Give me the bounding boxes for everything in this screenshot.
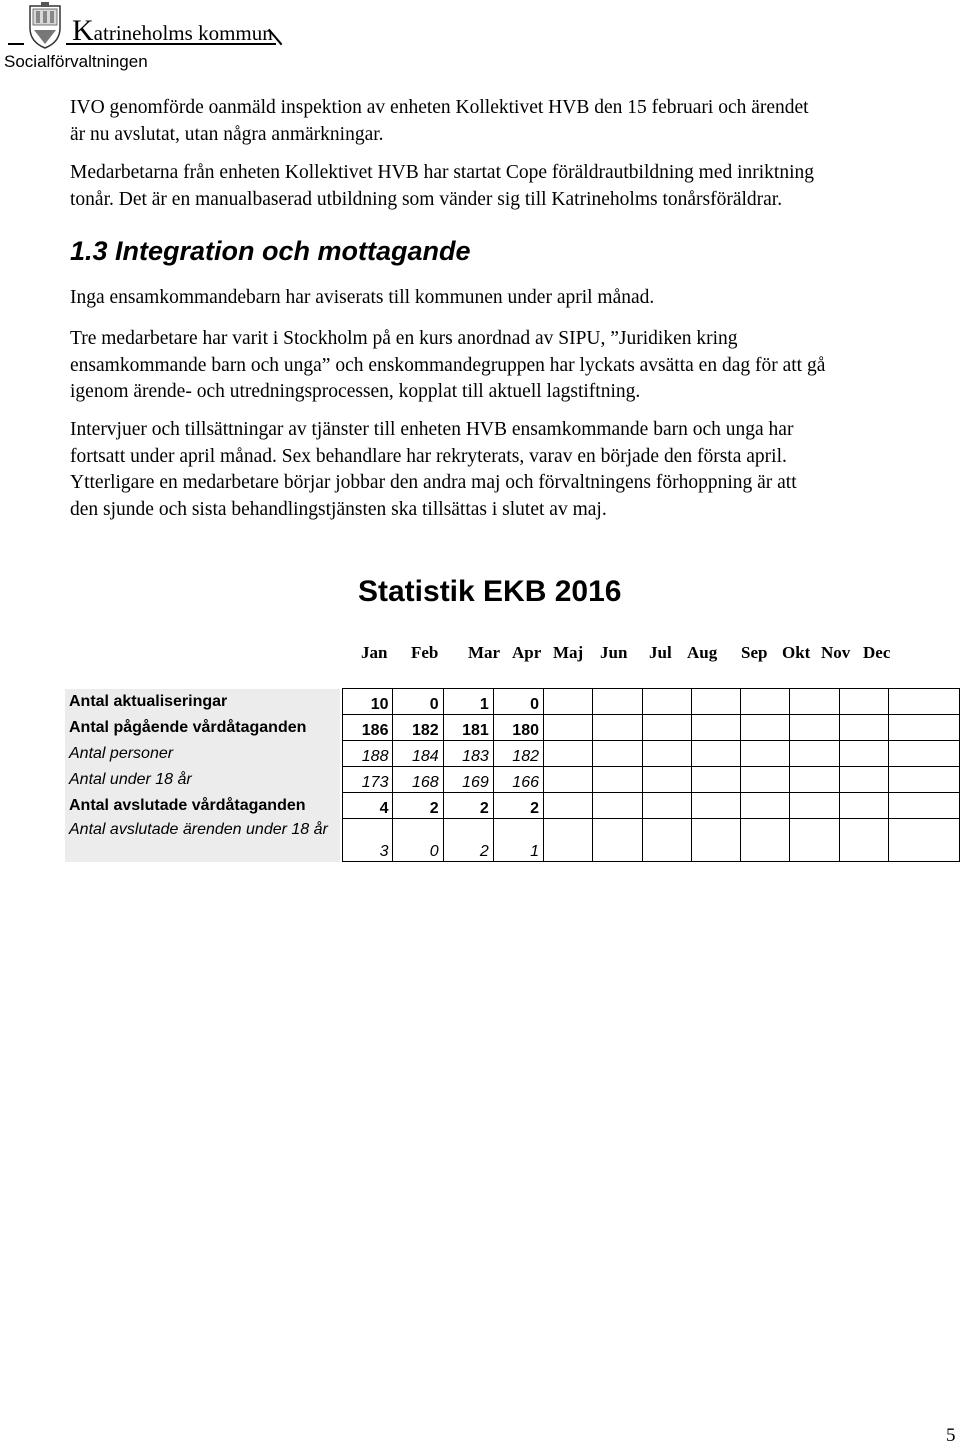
table-row: [65, 767, 960, 793]
cell-empty-sep: [741, 689, 790, 715]
stats-table-body: [65, 689, 960, 862]
month-label-mar: Mar: [468, 643, 501, 662]
cell-empty-sep: [741, 819, 790, 862]
cell-value-mar: 181: [443, 715, 493, 741]
month-label-sep: Sep: [741, 643, 768, 662]
cell-empty-aug: [691, 715, 740, 741]
cell-value-mar: 2: [443, 819, 493, 862]
cell-value-jan: 10: [343, 689, 393, 715]
cell-value-jan: 3: [343, 819, 393, 862]
cell-value-feb: 182: [393, 715, 443, 741]
cell-empty-nov: [839, 793, 888, 819]
row-label: Antal avslutade ärenden under 18 år: [65, 819, 340, 862]
cell-value-mar: 183: [443, 741, 493, 767]
month-label-dec: Dec: [863, 643, 891, 662]
table-row: [65, 715, 960, 741]
cell-empty-okt: [790, 793, 839, 819]
cell-value-feb: 2: [393, 793, 443, 819]
row-label: Antal under 18 år: [65, 767, 340, 793]
cell-empty-aug: [691, 741, 740, 767]
cell-value-mar: 2: [443, 793, 493, 819]
row-label: Antal personer: [65, 741, 340, 767]
header-rule-left: [8, 43, 24, 45]
paragraph-recruitment: Intervjuer och tillsättningar av tjänster till enheten HVB ensamkommande barn och unga har fortsatt under april månad. Sex behandlare har rekryterats, varav en började den första april. Ytterligare en medarbetare börjar jobbar den andra maj och förvaltningens förhoppning är att den sjunde och sista behandlingstjänsten ska tillsättas i slutet av maj.: [70, 419, 797, 520]
cell-value-apr: 0: [493, 689, 543, 715]
month-label-okt: Okt: [782, 643, 811, 662]
month-label-maj: Maj: [553, 643, 584, 662]
cell-empty-maj: [544, 767, 593, 793]
cell-empty-aug: [691, 689, 740, 715]
cell-empty-nov: [839, 767, 888, 793]
cell-value-jan: 186: [343, 715, 393, 741]
cell-value-feb: 0: [393, 689, 443, 715]
row-label: Antal pågående vårdåtaganden: [65, 715, 340, 741]
table-row: [65, 793, 960, 819]
row-label: Antal aktualiseringar: [65, 689, 340, 715]
cell-value-mar: 169: [443, 767, 493, 793]
cell-empty-maj: [544, 715, 593, 741]
cell-value-apr: 182: [493, 741, 543, 767]
cell-value-apr: 1: [493, 819, 543, 862]
cell-empty-sep: [741, 767, 790, 793]
month-label-jan: Jan: [361, 643, 388, 662]
section-heading: 1.3 Integration och mottagande: [70, 236, 471, 266]
cell-empty-jul: [642, 793, 691, 819]
cell-empty-dec: [888, 689, 959, 715]
cell-empty-nov: [839, 715, 888, 741]
cell-value-jan: 173: [343, 767, 393, 793]
month-label-nov: Nov: [821, 643, 851, 662]
cell-empty-jun: [593, 741, 642, 767]
paragraph-sipu: Tre medarbetare har varit i Stockholm på en kurs anordnad av SIPU, ”Juridiken kring ensamkommande barn och unga” och enskommandegruppen har lyckats avsätta en dag för att gå igenom ärende- och utredningsprocessen, kopplat till aktuell lagstiftning.: [70, 328, 826, 402]
cell-value-mar: 1: [443, 689, 493, 715]
cell-value-feb: 0: [393, 819, 443, 862]
cell-empty-okt: [790, 819, 839, 862]
cell-empty-aug: [691, 767, 740, 793]
cell-value-jan: 188: [343, 741, 393, 767]
cell-value-jan: 4: [343, 793, 393, 819]
cell-empty-sep: [741, 793, 790, 819]
cell-value-apr: 180: [493, 715, 543, 741]
cell-empty-okt: [790, 741, 839, 767]
org-name-initial: K: [72, 14, 94, 47]
cell-empty-maj: [544, 819, 593, 862]
paragraph-cope: Medarbetarna från enheten Kollektivet HVB har startat Cope föräldrautbildning med inriktning tonår. Det är en manualbaserad utbildning som vänder sig till Katrineholms tonårsföräldrar.: [70, 162, 815, 210]
stats-title: Statistik EKB 2016: [358, 575, 622, 608]
table-row: [65, 819, 960, 862]
cell-empty-jul: [642, 689, 691, 715]
cell-value-apr: 166: [493, 767, 543, 793]
cell-empty-maj: [544, 793, 593, 819]
month-label-jun: Jun: [600, 643, 628, 662]
table-row: [65, 689, 960, 715]
month-label-apr: Apr: [512, 643, 542, 662]
cell-empty-okt: [790, 715, 839, 741]
cell-empty-sep: [741, 715, 790, 741]
cell-empty-jul: [642, 767, 691, 793]
table-row: [65, 741, 960, 767]
cell-empty-nov: [839, 741, 888, 767]
cell-empty-dec: [888, 819, 959, 862]
month-label-feb: Feb: [411, 643, 439, 662]
cell-empty-maj: [544, 689, 593, 715]
cell-value-apr: 2: [493, 793, 543, 819]
month-label-jul: Jul: [649, 643, 672, 662]
cell-empty-nov: [839, 689, 888, 715]
paragraph-ivo: IVO genomförde oanmäld inspektion av enheten Kollektivet HVB den 15 februari och ärendet är nu avslutat, utan några anmärkningar.: [70, 97, 809, 145]
cell-empty-nov: [839, 819, 888, 862]
page-number: 5: [946, 1425, 956, 1446]
stats-table: [65, 688, 960, 862]
municipal-crest-icon: [28, 2, 62, 50]
cell-empty-maj: [544, 741, 593, 767]
cell-value-feb: 184: [393, 741, 443, 767]
cell-empty-jul: [642, 741, 691, 767]
cell-empty-jun: [593, 819, 642, 862]
paragraph-ensamkommande: Inga ensamkommandebarn har aviserats till kommunen under april månad.: [70, 287, 655, 308]
cell-empty-okt: [790, 689, 839, 715]
cell-empty-aug: [691, 819, 740, 862]
cell-empty-okt: [790, 767, 839, 793]
cell-empty-dec: [888, 793, 959, 819]
org-name: [72, 14, 273, 48]
cell-empty-dec: [888, 741, 959, 767]
cell-empty-sep: [741, 741, 790, 767]
cell-empty-aug: [691, 793, 740, 819]
cell-empty-jun: [593, 793, 642, 819]
cell-empty-jun: [593, 689, 642, 715]
month-label-aug: Aug: [687, 643, 718, 662]
cell-empty-dec: [888, 767, 959, 793]
cell-value-feb: 168: [393, 767, 443, 793]
org-name-rest: atrineholms kommun: [93, 21, 273, 45]
cell-empty-dec: [888, 715, 959, 741]
row-label: Antal avslutade vårdåtaganden: [65, 793, 340, 819]
cell-empty-jul: [642, 819, 691, 862]
cell-empty-jul: [642, 715, 691, 741]
cell-empty-jun: [593, 715, 642, 741]
cell-empty-jun: [593, 767, 642, 793]
department-name: Socialförvaltningen: [4, 52, 148, 71]
